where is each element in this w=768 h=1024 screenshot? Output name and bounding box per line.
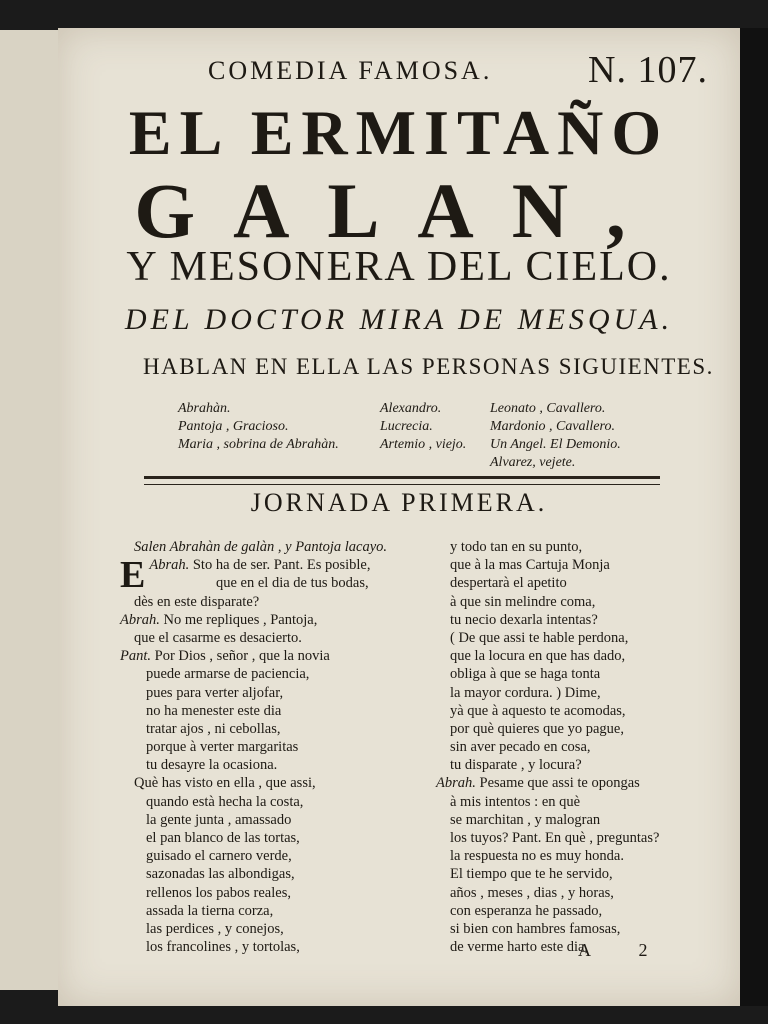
verse-line: rellenos los pabos reales, [146, 884, 291, 901]
verse-line [436, 774, 726, 792]
verse-line: que el casarme es desacierto. [134, 629, 302, 646]
verse-line: las perdices , y conejos, [146, 920, 284, 937]
verse-line: los francolines , y tortolas, [146, 939, 300, 956]
verse-line [120, 647, 440, 665]
verse-line: tratar ajos , ni cebollas, [146, 720, 281, 737]
verse-line: yà que à aquesto te acomodas, [450, 702, 626, 719]
character: Artemio , viejo. [380, 437, 467, 452]
dramatis-col-2 [380, 400, 466, 454]
speakers-heading: HABLAN EN ELLA LAS PERSONAS SIGUIENTES. [143, 354, 714, 379]
verse-line: años , meses , dias , y horas, [450, 884, 614, 901]
verse-text: Por Dios , señor , que la novia [154, 648, 330, 665]
play-number: N. 107. [588, 49, 708, 91]
verse-line: despertarà el apetito [450, 575, 567, 592]
stage-direction: Salen Abrahàn de galàn , y Pantoja lacayo. [134, 539, 388, 555]
previous-page-edge [0, 30, 58, 990]
title-line-3: Y MESONERA DEL CIELO. [126, 244, 672, 290]
character: Alvarez, vejete. [490, 455, 576, 470]
dramatis-personae [178, 400, 698, 475]
verse-text: Pesame que assi te opongas [479, 775, 640, 792]
character: Mardonio , Cavallero. [490, 419, 615, 434]
verse-line: con esperanza he passado, [450, 902, 603, 919]
verse-line: puede armarse de paciencia, [146, 666, 310, 683]
verse-line: el pan blanco de las tortas, [146, 830, 300, 846]
character: Abrahàn. [178, 401, 231, 416]
title-line-1: EL ERMITAÑO [128, 97, 670, 168]
verse-line: tu necio dexarla intentas? [450, 611, 598, 628]
verse-line: sazonadas las albondigas, [146, 866, 295, 883]
character: Leonato , Cavallero. [490, 401, 606, 416]
verse-line: de verme harto este dia, [450, 939, 589, 956]
right-text-column [436, 538, 726, 956]
verse-line: si bien con hambres famosas, [450, 920, 621, 937]
verse-text: Sto ha de ser. Pant. Es posible, [192, 557, 371, 574]
verse-line: guisado el carnero verde, [146, 848, 292, 865]
signature-mark: A 2 [578, 940, 670, 960]
verse-line: assada la tierna corza, [146, 902, 274, 919]
dramatis-col-1 [178, 400, 339, 454]
character: Alexandro. [380, 401, 442, 416]
character: Maria , sobrina de Abrahàn. [178, 437, 339, 452]
verse-line: tu disparate , y locura? [450, 757, 582, 774]
verse-line: por què quieres que yo pague, [450, 720, 624, 737]
verse-line [120, 611, 440, 629]
author-line: DEL DOCTOR MIRA DE MESQUA. [124, 303, 674, 336]
verse-line: Què has visto en ella , que assi, [134, 775, 316, 792]
left-text-column [120, 538, 440, 956]
character: Pantoja , Gracioso. [178, 419, 289, 434]
verse-line: y todo tan en su punto, [450, 539, 583, 555]
speaker: Abrah. [436, 775, 476, 792]
ornamental-rule [144, 476, 660, 485]
verse-line: obliga à que se haga tonta [450, 666, 601, 683]
verse-line: à que sin melindre coma, [450, 593, 596, 610]
speaker: Pant. [120, 648, 152, 665]
verse-line: se marchitan , y malogran [450, 811, 601, 828]
verse-line: dès en este disparate? [134, 593, 260, 610]
verse-line: que en el dia de tus bodas, [216, 575, 369, 592]
verse-line: la respuesta no es muy honda. [450, 848, 624, 865]
title-line-2: GALAN, [134, 167, 664, 254]
verse-line: la mayor cordura. ) Dime, [450, 684, 601, 701]
verse-line: quando està hecha la costa, [146, 793, 304, 810]
act-heading: JORNADA PRIMERA. [250, 488, 548, 517]
drop-cap: E [120, 554, 146, 597]
verse-line: porque à verter margaritas [146, 739, 299, 756]
verse-line: que à la mas Cartuja Monja [450, 557, 610, 574]
speaker: Abrah. [120, 611, 160, 628]
verse-line: sin aver pecado en cosa, [450, 739, 591, 756]
verse-line: El tiempo que te he servido, [450, 866, 613, 883]
verse-line: à mis intentos : en què [450, 793, 581, 810]
verse-line: ( De que assi te hable perdona, [450, 629, 629, 646]
comedia-label: COMEDIA FAMOSA. [208, 56, 493, 85]
speaker: Abrah. [149, 557, 190, 574]
verse-line: que la locura en que has dado, [450, 648, 626, 665]
verse-line: no ha menester este dia [146, 702, 282, 719]
verse-line: pues para verter aljofar, [146, 684, 284, 701]
background-edge [740, 28, 768, 1006]
verse-line: la gente junta , amassado [146, 811, 292, 828]
page-header [208, 48, 728, 98]
character: Un Angel. El Demonio. [490, 437, 621, 452]
verse-line: tu desayre la ocasiona. [146, 757, 278, 774]
dramatis-col-3 [490, 400, 621, 472]
verse-text: No me repliques , Pantoja, [163, 611, 318, 628]
verse-line: los tuyos? Pant. En què , preguntas? [450, 830, 660, 846]
book-page [58, 28, 740, 1006]
character: Lucrecia. [380, 419, 433, 434]
